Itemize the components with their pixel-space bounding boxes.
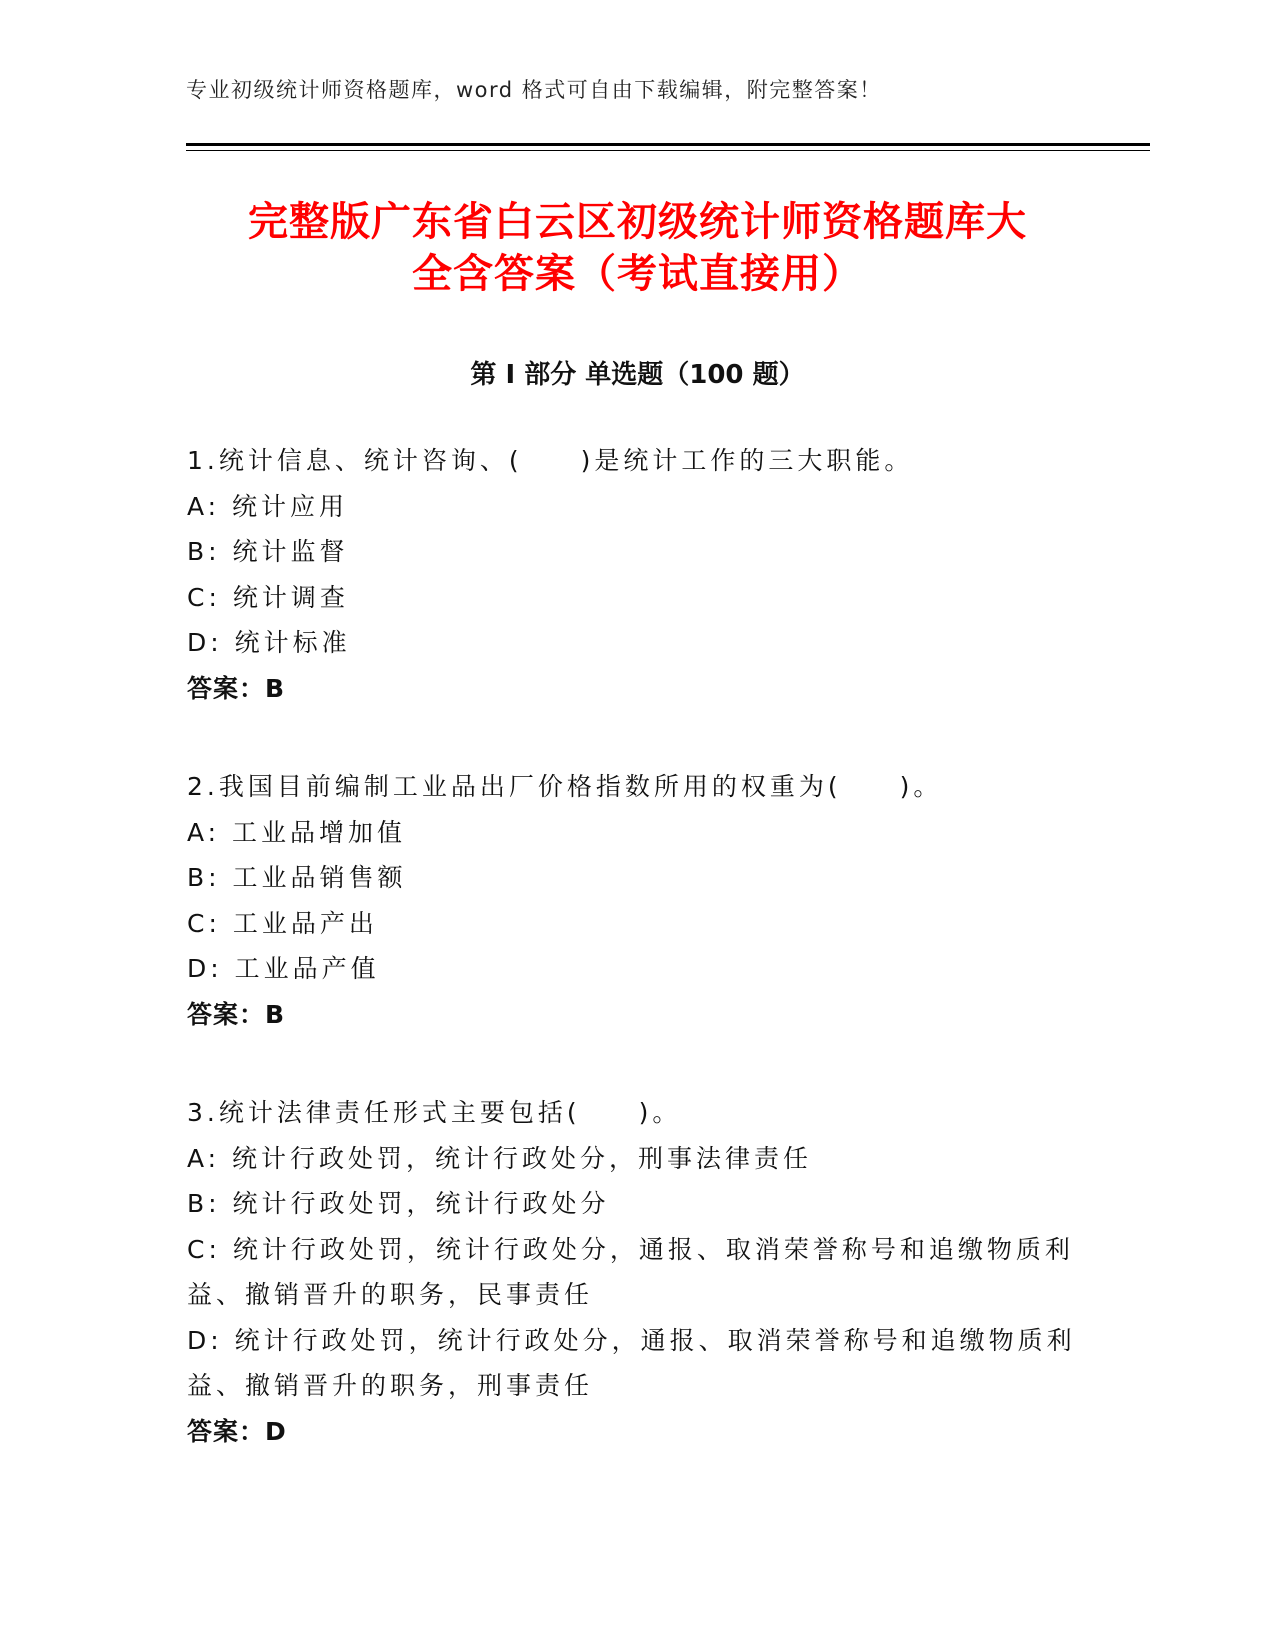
option-b: B: 工业品销售额 [187,863,407,892]
question-stem: 3.统计法律责任形式主要包括( )。 [187,1098,682,1127]
option-c: C: 统计调查 [187,582,349,612]
option-b: B: 统计行政处罚，统计行政处分 [187,1189,610,1218]
question-1 [187,438,1087,711]
header-rule-thin [186,150,1150,151]
header-rule-thick [186,143,1150,146]
answer: 答案：B [187,673,286,703]
document-title-line-1: 完整版广东省白云区初级统计师资格题库大 [248,199,1027,245]
option-d: D: 工业品产值 [187,954,380,983]
question-2 [187,764,1087,1037]
option-d-continued: 益、撤销晋升的职务，刑事责任 [187,1371,594,1400]
question-3 [187,1090,1087,1454]
question-stem: 2.我国目前编制工业品出厂价格指数所用的权重为( )。 [187,772,943,801]
option-c: C: 统计行政处罚，统计行政处分，通报、取消荣誉称号和追缴物质利 [187,1234,1074,1264]
option-b: B: 统计监督 [187,537,349,566]
question-list [187,438,1087,1507]
option-c-continued: 益、撤销晋升的职务，民事责任 [187,1280,594,1309]
section-title: 第 I 部分 单选题（100 题） [470,360,805,390]
document-title-line-2: 全含答案（考试直接用） [412,251,863,297]
header-note: 专业初级统计师资格题库，word 格式可自由下载编辑，附完整答案！ [186,78,882,102]
document-title [150,196,1125,300]
option-a: A: 工业品增加值 [187,817,407,847]
option-a: A: 统计应用 [187,491,349,521]
answer: 答案：D [187,1416,287,1446]
option-d: D: 统计行政处罚，统计行政处分，通报、取消荣誉称号和追缴物质利 [187,1325,1076,1355]
question-stem: 1.统计信息、统计咨询、( )是统计工作的三大职能。 [187,446,914,475]
option-d: D: 统计标准 [187,628,351,657]
answer: 答案：B [187,999,286,1029]
option-c: C: 工业品产出 [187,908,378,938]
option-a: A: 统计行政处罚，统计行政处分，刑事法律责任 [187,1143,813,1173]
